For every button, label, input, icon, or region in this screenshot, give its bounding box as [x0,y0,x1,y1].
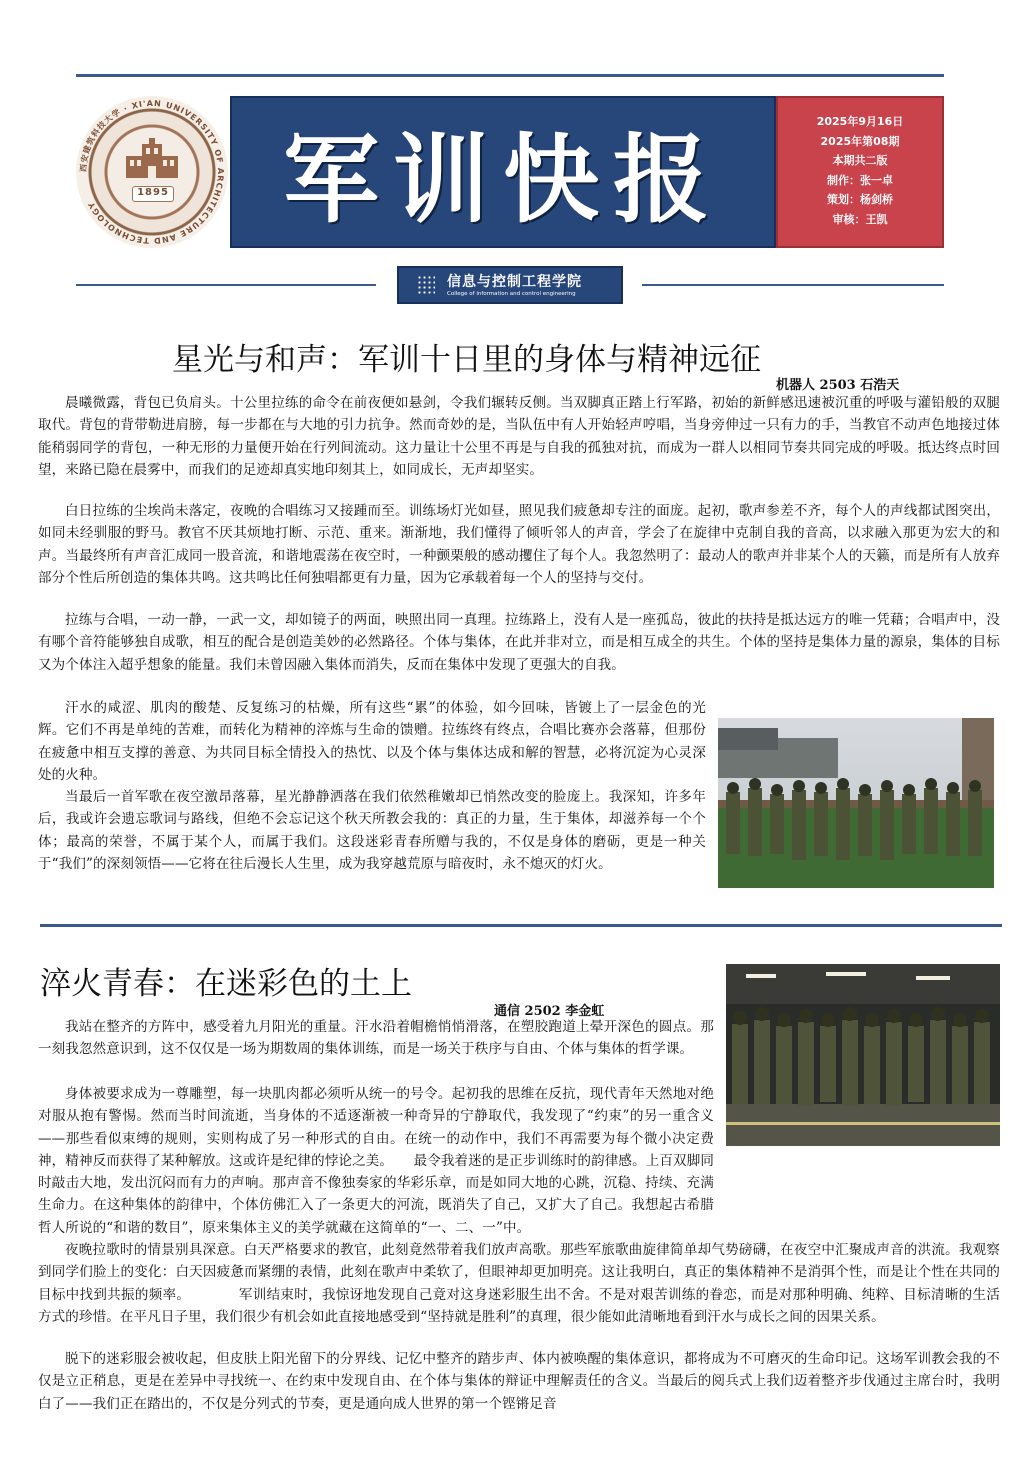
issue-producer: 制作：张一卓 [827,173,893,187]
issue-number: 2025年第08期 [820,134,900,148]
banner-rule-right [642,284,944,286]
article1-title: 星光与和声：军训十日里的身体与精神远征 [172,342,761,378]
svg-text:西安建筑科技大学 · XI'AN UNIVERSITY OF: 西安建筑科技大学 · XI'AN UNIVERSITY OF ARCHITECTURE AND TECHNOLOGY [78,98,226,246]
issue-info-box [776,96,944,248]
article1-paragraph: 拉练与合唱，一动一静，一武一文，却如镜子的两面，映照出同一真理。拉练路上，没有人是一座孤岛，彼此的扶持是抵达远方的唯一凭藉；合唱声中，没有哪个音符能够独自成歌，相互的配合是创造美妙的必然路径。个体与集体，在此并非对立，而是相互成全的共生。个体的坚持是集体力量的源泉，集体的目标又为个体注入超乎想象的能量。我们未曾因融入集体而消失，反而在集体中发现了更强大的自我。 [38,612,1000,673]
masthead-title-box [230,96,776,248]
masthead-title: 军训快报 [283,123,723,236]
building-icon [124,138,180,180]
section-divider [40,924,1002,927]
training-photo-night [726,964,1000,1146]
article1-paragraph: 当最后一首军歌在夜空激昂落幕，星光静静洒落在我们依然稚嫩却已悄然改变的脸庞上。我深知，许多年后，我或许会遗忘歌词与路线，但绝不会忘记这个秋天所教会我的：真正的力量，生于集体，却滋养每一个个体；最高的荣誉，不属于某个人，而属于我们。这段迷彩青春所赠与我的，不仅是身体的磨砺，更是一种关于“我们”的深刻领悟——它将在往后漫长人生里，成为我穿越荒原与暗夜时，永不熄灭的灯火。 [38,789,706,872]
article1-paragraph: 汗水的咸涩、肌肉的酸楚、反复练习的枯燥，所有这些“累”的体验，如今回味，皆镀上了一层金色的光辉。它们不再是单纯的苦难，而转化为精神的淬炼与生命的馈赠。拉练终有终点，合唱比赛亦会落幕，但那份在疲惫中相互支撑的善意、为共同目标全情投入的热忱、以及个体与集体达成和解的智慧，必将沉淀为心灵深处的火种。 [38,700,706,783]
article1-paragraph: 白日拉练的尘埃尚未落定，夜晚的合唱练习又接踵而至。训练场灯光如昼，照见我们疲惫却专注的面庞。起初，歌声参差不齐，每个人的声线都试图突出，如同未经驯服的野马。教官不厌其烦地打断、示范、重来。渐渐地，我们懂得了倾听邻人的声音，学会了在旋律中克制自我的音高，以求融入那更为宏大的和声。当最终所有声音汇成同一股音流，和谐地震荡在夜空时，一种颤栗般的感动攫住了每个人。我忽然明了：最动人的歌声并非某个人的天籁，而是所有人放弃部分个性后所创造的集体共鸣。这共鸣比任何独唱都更有力量，因为它承载着每一个人的坚持与交付。 [38,503,1000,586]
article2-paragraph: 身体被要求成为一尊雕塑，每一块肌肉都必须听从统一的号令。起初我的思维在反抗，现代青年天然地对绝对服从抱有警惕。然而当时间流逝，当身体的不适逐渐被一种奇异的宁静取代，我发现了“约束”的另一重含义——那些看似束缚的规则，实则构成了另一种形式的自由。在统一的动作中，我们不再需要为每个微小决定费神，精神反而获得了某种解放。这或许是纪律的悖论之美。 最令我着迷的是正步训练时的韵律感。上百双脚同时敲击大地，发出沉闷而有力的声响。那声音不像独奏家的华彩乐章，而是如同大地的心跳，沉稳、持续、充满生命力。在这种集体的韵律中，个体仿佛汇入了一条更大的河流，既消失了自己，又扩大了自己。我想起古希腊哲人所说的“和谐的数目”，原来集体主义的美学就藏在这简单的“一、二、一”中。 [38,1086,714,1236]
article2-paragraph: 我站在整齐的方阵中，感受着九月阳光的重量。汗水沿着帽檐悄悄滑落，在塑胶跑道上晕开深色的圆点。那一刻我忽然意识到，这不仅仅是一场为期数周的集体训练，而是一场关于秩序与自由、个体与集体的哲学课。 [38,1019,714,1058]
top-rule [76,74,944,77]
issue-date: 2025年9月16日 [816,115,904,128]
emblem-year: 1895 [132,186,174,202]
issue-planner: 策划：杨剑桥 [827,193,893,206]
article1-paragraph: 晨曦微露，背包已负肩头。十公里拉练的命令在前夜便如悬剑，令我们辗转反侧。当双脚真正踏上行军路，初始的新鲜感迅速被沉重的呼吸与灌铅般的双腿取代。背包的背带勒进肩膀，每一步都在与大地的引力抗争。然而奇妙的是，当队伍中有人开始轻声哼唱，当身旁伸过一只有力的手，当教官不动声色地接过体能稍弱同学的背包，一种无形的力量便开始在行列间流动。这力量让十公里不再是与自我的孤独对抗，而成为一群人以相同节奏共同完成的呼吸。抵达终点时回望，来路已隐在晨雾中，而我们的足迹却真实地印刻其上，如同成长，无声却坚实。 [38,395,1000,478]
article2-paragraph: 脱下的迷彩服会被收起，但皮肤上阳光留下的分界线、记忆中整齐的踏步声、体内被唤醒的集体意识，都将成为不可磨灭的生命印记。这场军训教会我的不仅是立正稍息，更是在差异中寻找统一、在约束中发现自由、在个体与集体的辩证中理解责任的含义。当最后的阅兵式上我们迈着整齐步伐通过主席台时，我明白了——我们正在踏出的，不仅是分列式的节奏，更是通向成人世界的第一个铿锵足音 [38,1351,1000,1412]
article2-byline: 通信 2502 李金虹 [494,1004,605,1019]
issue-pages: 本期共二版 [832,154,888,167]
article2-title: 淬火青春：在迷彩色的土上 [40,966,412,1002]
college-name-cn: 信息与控制工程学院 [447,274,582,290]
college-banner [397,266,623,304]
article2-paragraph: 夜晚拉歌时的情景别具深意。白天严格要求的教官，此刻竟然带着我们放声高歌。那些军旅歌曲旋律简单却气势磅礴，在夜空中汇聚成声音的洪流。我观察到同学们脸上的变化：白天因疲惫而紧绷的表情，此刻在歌声中柔软了，但眼神却更加明亮。这让我明白，真正的集体精神不是消弭个性，而是让个性在共同的目标中找到共振的频率。 军训结束时，我惊讶地发现自己竟对这身迷彩服生出不舍。不是对艰苦训练的眷恋，而是对那种明确、纯粹、目标清晰的生活方式的珍惜。在平凡日子里，我们很少有机会如此直接地感受到“坚持就是胜利”的真理，很少能如此清晰地看到汗水与成长之间的因果关系。 [38,1242,1000,1325]
grid-icon [417,275,435,295]
article1-byline: 机器人 2503 石浩天 [776,378,900,393]
banner-rule-left [76,284,376,286]
issue-reviewer: 审核：王凯 [832,212,888,226]
college-name-en: College of information and control engineering [447,291,576,297]
training-photo-field [718,718,994,888]
university-emblem [76,96,228,248]
